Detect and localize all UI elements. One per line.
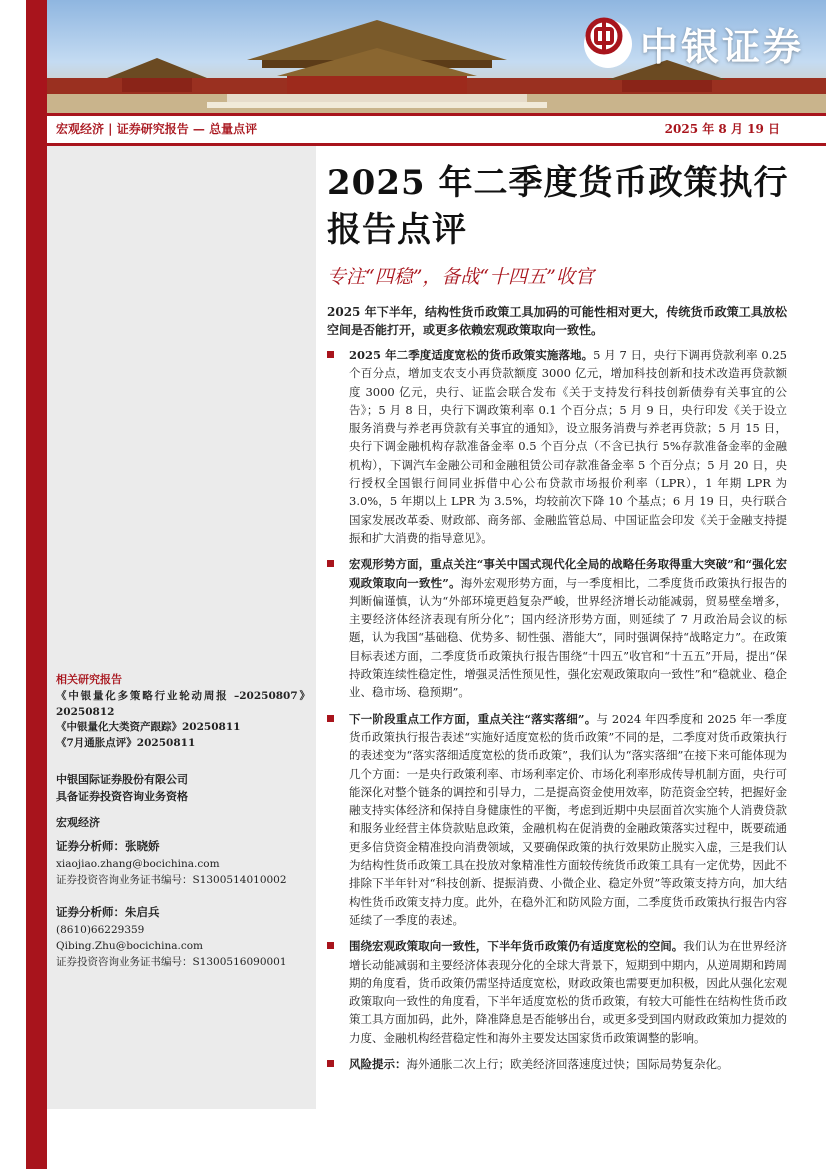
- report-title: 2025 年二季度货币政策执行报告点评: [327, 163, 789, 250]
- key-point-text: 5 月 7 日，央行下调再贷款利率 0.25 个百分点，增加支农支小再贷款额度 3000 亿元，增加科技创新和技术改造再贷款额度 3000 亿元，央行、证监会联合发布《关于支持发行科技创新债券有关事宜的公告》；5 月 8 日，央行下调政策利率 0.1 个百分点；5 月 9 日，央行印发《关于设立服务消费与养老再贷款有关事宜的通知》，设立服务消费与养老再贷款；5 月 15 日，央行下调金融机构存款准备金率 0.5 个百分点（不含已执行 5%存款准备金率的金融机构），下调汽车金融公司和金融租赁公司存款准备金率 5 个百分点；5 月 20 日，央行授权全国银行间同业拆借中心公布贷款市场报价利率（LPR），1 年期 LPR 为 3.0%，5 年期以上 LPR 为 3.5%，均较前次下降 10 个基点；6 月 19 日，央行联合国家发展改革委、财政部、商务部、金融监管总局、中国证监会印发《关于金融支持提振和扩大消费的指导意见》。: [349, 348, 788, 545]
- key-point: [327, 937, 787, 1047]
- related-report-item[interactable]: 《中银量化大类资产跟踪》20250811: [56, 721, 241, 733]
- left-accent-bar: [26, 0, 47, 1169]
- square-bullet-icon: [327, 715, 334, 722]
- key-point-text: 与 2024 年四季度和 2025 年一季度货币政策执行报告表述“实施好适度宽松的货币政策”不同的是，二季度对货币政策执行的表述变为“落实落细适度宽松的货币政策”，我们认为“落实落细”在接下来可能体现为几个方面：一是央行政策利率、市场利率定价、市场化利率形成传导机制方面，央行可能深化对整个链条的调控和引导力，二是提高资金使用效率，防范资金空转，把握好金融支持实体经济和保持自身健康性的平衡，考虑到近期中央层面首次实施个人消费贷款和服务业经营主体贷款贴息政策，金融机构在促消费的金融政策落实过程中，既要疏通更多信贷资金精准投向消费领域，又要确保政策的执行效果防止脱实入虚，三是我们认为结构性货币政策工具在投放对象精准性方面较传统货币政策工具有一定优势，因此不排除下半年针对“科技创新、提振消费、小微企业、稳定外贸”等政策支持方向，加大结构性货币政策支持力度。此外，在稳外汇和防风险方面，二季度货币政策执行报告内容延续了一季度的表述。: [349, 711, 787, 927]
- report-subtitle: 专注“四稳”，备战“十四五”收官: [327, 266, 594, 288]
- key-point-text: 海外通胀二次上行；欧美经济回落速度过快；国际局势复杂化。: [406, 1056, 729, 1071]
- key-points: [327, 346, 787, 1081]
- company-info: [56, 772, 310, 805]
- company-name: 中银国际证券股份有限公司: [56, 773, 188, 786]
- brand-block: [584, 16, 804, 71]
- key-point: [327, 710, 787, 930]
- square-bullet-icon: [327, 351, 334, 358]
- analyst-cert: 证券投资咨询业务证书编号：S1300514010002: [56, 874, 287, 886]
- key-point: [327, 346, 787, 547]
- related-report-item[interactable]: 《中银量化多策略行业轮动周报 –20250807》20250812: [56, 690, 310, 718]
- related-reports-list: [56, 689, 310, 751]
- sector-label: 宏观经济: [56, 816, 100, 829]
- brand-name: 中银证券: [639, 25, 804, 69]
- company-qualification: 具备证券投资咨询业务资格: [56, 789, 188, 803]
- boc-logo-icon: [584, 20, 632, 68]
- analyst-block: [56, 904, 310, 970]
- key-point: [327, 1055, 787, 1073]
- key-point-text: 我们认为在世界经济增长动能减弱和主要经济体表现分化的全球大背景下，短期到中期内，从逆周期和跨周期的角度看，货币政策仍需坚持适度宽松，财政政策也需要更加积极，因此从强化宏观政策取向一致性的角度看，下半年适度宽松的货币政策，有较大可能性在结构性货币政策工具方面加码，此外，降准降息是否能够出台，或更多受到国内财政政策加力提效的力度、金融机构经营稳定性和海外主要发达国家货币政策调整的影响。: [349, 939, 787, 1045]
- related-report-item[interactable]: 《7月通胀点评》20250811: [56, 736, 196, 749]
- report-lead: 2025 年下半年，结构性货币政策工具加码的可能性相对更大，传统货币政策工具放松空间是否能打开，或更多依赖宏观政策取向一致性。: [327, 305, 787, 337]
- square-bullet-icon: [327, 1060, 334, 1067]
- analyst-cert: 证券投资咨询业务证书编号：S1300516090001: [56, 956, 287, 968]
- key-point-lead: 宏观形势方面，重点关注“事关中国式现代化全局的战略任务取得重大突破”和“强化宏观政策取向一致性”。: [349, 557, 787, 590]
- breadcrumb: 宏观经济 | 证券研究报告 — 总量点评: [56, 122, 258, 136]
- key-point-lead: 风险提示：: [349, 1056, 407, 1071]
- key-point-lead: 下一阶段重点工作方面，重点关注“落实落细”。: [349, 711, 597, 726]
- related-reports-heading: 相关研究报告: [56, 673, 122, 686]
- analyst-name: 证券分析师：张晓娇: [56, 839, 160, 853]
- analyst-email[interactable]: Qibing.Zhu@bocichina.com: [56, 940, 203, 952]
- header-rule-top: [47, 113, 826, 116]
- key-point: [327, 555, 787, 701]
- analyst-email[interactable]: xiaojiao.zhang@bocichina.com: [56, 858, 220, 870]
- analyst-name: 证券分析师：朱启兵: [56, 905, 160, 919]
- analyst-phone: (8610)66229359: [56, 924, 145, 936]
- key-point-text: 海外宏观形势方面，与一季度相比，二季度货币政策执行报告的判断偏谨慎，认为“外部环境更趋复杂严峻，世界经济增长动能减弱，贸易壁垒增多，主要经济体经济表现有所分化”；国内经济形势方面，则延续了 7 月政治局会议的标题，认为我国“基础稳、优势多、韧性强、潜能大”，同时强调保持“战略定力”。在政策目标表述方面，二季度货币政策执行报告围绕“十四五”收官和“十五五”开局，提出“保持政策连续性稳定性，增强灵活性预见性，强化宏观政策取向一致性”和“稳就业、稳企业、稳市场、稳预期”。: [349, 575, 787, 700]
- square-bullet-icon: [327, 942, 334, 949]
- header-banner: [47, 0, 826, 113]
- key-point-lead: 围绕宏观政策取向一致性，下半年货币政策仍有适度宽松的空间。: [349, 939, 684, 954]
- report-date: 2025 年 8 月 19 日: [664, 122, 780, 136]
- square-bullet-icon: [327, 560, 334, 567]
- key-point-lead: 2025 年二季度适度宽松的货币政策实施落地。: [349, 348, 594, 362]
- analyst-block: [56, 838, 310, 888]
